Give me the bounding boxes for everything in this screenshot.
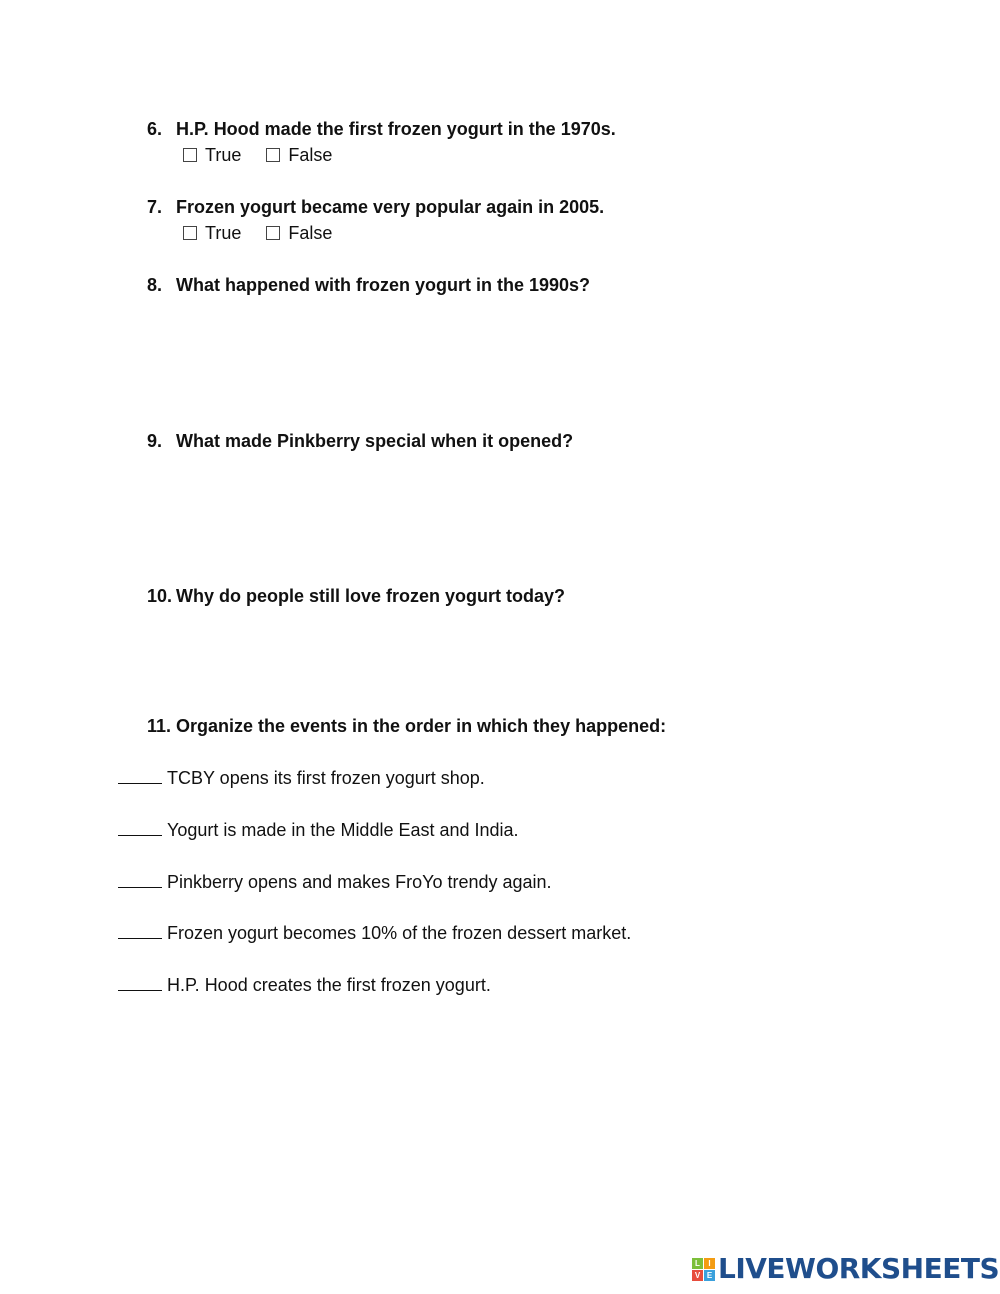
- question-text: What happened with frozen yogurt in the 1990s?: [176, 275, 591, 295]
- question-text: H.P. Hood made the first frozen yogurt in the 1970s.: [176, 119, 616, 139]
- logo-mark-icon: [692, 1258, 715, 1281]
- logo-text: LIVEWORKSHEETS: [718, 1252, 1000, 1285]
- logo-mark-i: I: [704, 1258, 715, 1269]
- checkbox-icon[interactable]: [183, 226, 197, 240]
- question-6: [147, 118, 616, 140]
- checkbox-icon[interactable]: [266, 148, 280, 162]
- event-text: H.P. Hood creates the first frozen yogurt.: [167, 975, 491, 995]
- event-text: Pinkberry opens and makes FroYo trendy again.: [167, 872, 552, 892]
- event-item: [118, 819, 519, 841]
- order-blank[interactable]: [118, 819, 162, 836]
- option-label: False: [288, 145, 333, 165]
- true-false-options-6: [183, 144, 352, 166]
- order-blank[interactable]: [118, 767, 162, 784]
- logo-mark-e: E: [704, 1270, 715, 1281]
- question-10: [147, 585, 565, 607]
- order-blank[interactable]: [118, 922, 162, 939]
- question-number: 8.: [147, 275, 163, 295]
- checkbox-icon[interactable]: [183, 148, 197, 162]
- question-text: What made Pinkberry special when it opened?: [176, 431, 574, 451]
- question-number: 6.: [147, 119, 163, 139]
- event-item: [118, 871, 552, 893]
- logo-mark-v: V: [692, 1270, 703, 1281]
- answer-area-9[interactable]: [176, 460, 876, 570]
- answer-area-8[interactable]: [176, 304, 876, 414]
- question-9: [147, 430, 573, 452]
- event-text: Yogurt is made in the Middle East and India.: [167, 820, 519, 840]
- question-number: 9.: [147, 431, 163, 451]
- event-item: [118, 767, 485, 789]
- order-blank[interactable]: [118, 871, 162, 888]
- option-true[interactable]: [183, 222, 241, 244]
- question-text: Organize the events in the order in which they happened:: [176, 716, 667, 736]
- logo-mark-l: L: [692, 1258, 703, 1269]
- question-number: 7.: [147, 197, 163, 217]
- event-text: TCBY opens its first frozen yogurt shop.: [167, 768, 485, 788]
- option-label: False: [288, 223, 333, 243]
- option-true[interactable]: [183, 144, 241, 166]
- question-11: [147, 715, 666, 737]
- question-7: [147, 196, 604, 218]
- question-text: Why do people still love frozen yogurt today?: [176, 586, 566, 606]
- option-false[interactable]: [266, 222, 332, 244]
- event-text: Frozen yogurt becomes 10% of the frozen dessert market.: [167, 923, 632, 943]
- question-number: 11.: [147, 716, 172, 736]
- option-label: True: [205, 223, 242, 243]
- true-false-options-7: [183, 222, 352, 244]
- question-text: Frozen yogurt became very popular again in 2005.: [176, 197, 605, 217]
- option-false[interactable]: [266, 144, 332, 166]
- checkbox-icon[interactable]: [266, 226, 280, 240]
- event-item: [118, 922, 631, 944]
- event-item: [118, 974, 491, 996]
- question-number: 10.: [147, 586, 173, 606]
- liveworksheets-logo: [692, 1254, 999, 1284]
- order-blank[interactable]: [118, 974, 162, 991]
- question-8: [147, 274, 590, 296]
- answer-area-10[interactable]: [176, 615, 876, 705]
- option-label: True: [205, 145, 242, 165]
